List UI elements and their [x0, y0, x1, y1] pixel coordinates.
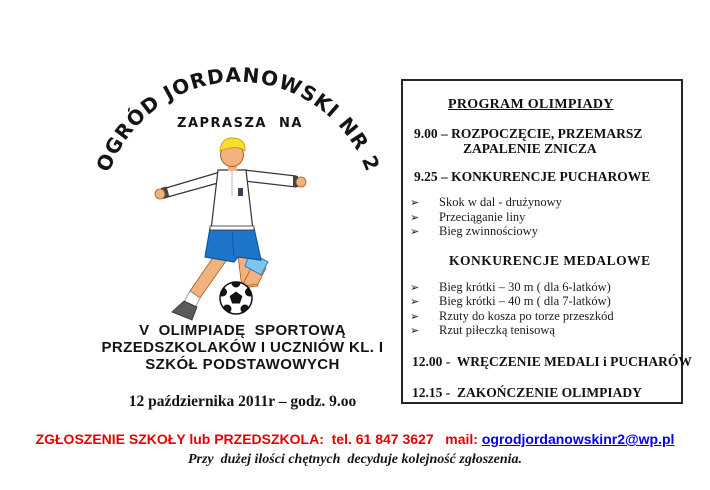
bullet-arrow-icon: ➢	[410, 296, 420, 308]
cup-event: Przeciąganie liny	[439, 209, 526, 224]
registration-text: ZGŁOSZENIE SZKOŁY lub PRZEDSZKOLA: tel. 61 847 3627 mail:	[35, 431, 482, 447]
footer-note: Przy dużej ilości chętnych decyduje kolejność zgłoszenia.	[187, 452, 523, 467]
event-title-line3: SZKÓŁ PODSTAWOWYCH	[145, 356, 340, 373]
medal-event: Bieg krótki – 40 m ( dla 7-latków)	[439, 294, 611, 308]
event-title-line1: V OLIMPIADĘ SPORTOWĄ	[139, 322, 346, 339]
medal-events-list	[410, 281, 681, 339]
bullet-arrow-icon: ➢	[410, 211, 420, 224]
list-item	[410, 196, 681, 211]
program-heading: PROGRAM OLIMPIADY	[448, 97, 614, 112]
cup-event: Skok w dal - drużynowy	[439, 195, 562, 209]
medal-event: Rzut piłeczką tenisową	[439, 323, 555, 337]
program-closing-line2: 12.15 - ZAKOŃCZENIE OLIMPIADY	[412, 384, 642, 400]
list-item	[410, 211, 681, 226]
bullet-arrow-icon: ➢	[410, 226, 420, 238]
medal-event: Bieg krótki – 30 m ( dla 6-latków)	[439, 279, 611, 294]
list-item	[410, 324, 681, 339]
player-left-hand	[155, 189, 165, 199]
cup-events-list	[410, 196, 681, 240]
registration-line	[0, 431, 710, 449]
soccer-player-illustration	[150, 136, 335, 336]
email-link[interactable]: ogrodjordanowskinr2@wp.pl	[481, 431, 675, 447]
player-right-arm	[244, 170, 296, 187]
footer	[0, 431, 710, 468]
bullet-arrow-icon: ➢	[410, 197, 420, 209]
event-title-line2: PRZEDSZKOLAKÓW I UCZNIÓW KL. I	[101, 339, 384, 356]
medal-event: Rzuty do kosza po torze przeszkód	[439, 308, 614, 323]
cup-event: Bieg zwinnościowy	[439, 224, 538, 238]
program-closing-line1: 12.00 - WRĘCZENIE MEDALI i PUCHARÓW	[412, 353, 692, 369]
program-opening-line2: ZAPALENIE ZNICZA	[463, 141, 597, 156]
list-item	[410, 295, 681, 310]
bullet-arrow-icon: ➢	[410, 325, 420, 337]
list-item	[410, 310, 681, 325]
list-item	[410, 281, 681, 296]
program-box	[401, 79, 692, 404]
event-datetime: 12 października 2011r – godz. 9.oo	[128, 393, 357, 410]
player-right-hand	[296, 177, 306, 187]
program-medal-heading: KONKURENCJE MEDALOWE	[449, 252, 651, 268]
bullet-arrow-icon: ➢	[410, 310, 420, 323]
shorts-waistband	[210, 226, 254, 230]
program-opening-line1: 9.00 – ROZPOCZĘCIE, PRZEMARSZ	[414, 126, 643, 141]
invite-text: ZAPRASZA NA	[177, 116, 303, 131]
bullet-arrow-icon: ➢	[410, 281, 420, 294]
list-item	[410, 225, 681, 240]
program-opening	[414, 126, 677, 156]
program-cup-heading: 9.25 – KONKURENCJE PUCHAROWE	[414, 169, 651, 184]
event-title-block	[55, 322, 430, 411]
organization-name: OGRÓD JORDANOWSKI NR 2	[91, 62, 385, 173]
player-left-arm	[164, 172, 220, 198]
shirt-emblem	[238, 188, 243, 196]
